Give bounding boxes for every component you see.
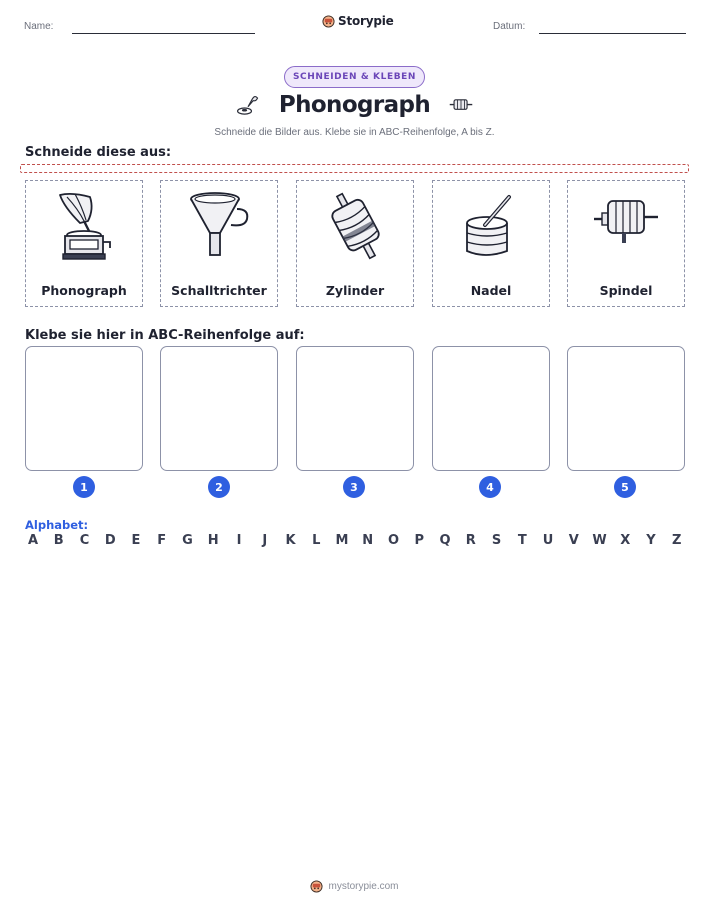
title-row (0, 92, 709, 118)
number-badge-3: 3 (343, 476, 365, 498)
alphabet-letter: E (131, 533, 141, 548)
cut-card-nadel[interactable] (432, 180, 550, 307)
alphabet-letter: V (568, 533, 579, 548)
spindle-icon (592, 189, 662, 263)
instructions: Schneide die Bilder aus. Klebe sie in ABC-Reihenfolge, A bis Z. (214, 127, 495, 138)
name-label: Name: (24, 21, 54, 32)
alphabet-letter: H (207, 533, 219, 548)
paste-box-5[interactable] (567, 346, 685, 471)
phonograph-small-icon (235, 92, 261, 118)
footer-link[interactable]: mystorypie.com (328, 881, 399, 892)
number-badge-4: 4 (479, 476, 501, 498)
alphabet-letter: C (79, 533, 90, 548)
storypie-mascot-icon (322, 15, 335, 28)
alphabet-row (25, 533, 685, 548)
name-line[interactable] (72, 33, 255, 34)
alphabet-letter: R (465, 533, 476, 548)
alphabet-letter: A (27, 533, 39, 548)
card-label: Nadel (470, 283, 512, 298)
alphabet-letter: K (285, 533, 296, 548)
number-badge-1: 1 (73, 476, 95, 498)
cut-section-title: Schneide diese aus: (25, 145, 172, 160)
alphabet-title: Alphabet: (25, 518, 89, 532)
alphabet-letter: X (620, 533, 631, 548)
alphabet-letter: G (182, 533, 193, 548)
cut-card-zylinder[interactable] (296, 180, 414, 307)
alphabet-letter: M (335, 533, 349, 548)
alphabet-letter: I (236, 533, 242, 548)
alphabet-letter: W (592, 533, 607, 548)
alphabet-letter: S (491, 533, 502, 548)
brand-name: Storypie (338, 14, 394, 28)
footer (0, 880, 709, 893)
activity-badge: SCHNEIDEN & KLEBEN (284, 66, 425, 88)
card-label: Zylinder (325, 283, 385, 298)
number-badge-2: 2 (208, 476, 230, 498)
alphabet-letter: F (157, 533, 167, 548)
alphabet-letter: J (262, 533, 268, 548)
brand-logo (322, 14, 394, 28)
alphabet-letter: Y (646, 533, 656, 548)
page-title: Phonograph (278, 92, 431, 118)
paste-box-4[interactable] (432, 346, 550, 471)
card-label: Phonograph (41, 283, 127, 298)
alphabet-letter: Z (672, 533, 682, 548)
cut-line (20, 164, 689, 173)
cylinder-icon (321, 189, 391, 263)
alphabet-letter: L (312, 533, 321, 548)
spindle-small-icon (448, 92, 474, 118)
alphabet-letter: D (104, 533, 116, 548)
cut-card-schalltrichter[interactable] (160, 180, 278, 307)
alphabet-letter: P (414, 533, 425, 548)
cut-card-spindel[interactable] (567, 180, 685, 307)
alphabet-letter: T (517, 533, 527, 548)
alphabet-letter: N (362, 533, 374, 548)
phonograph-icon (50, 189, 120, 263)
alphabet-letter: B (53, 533, 64, 548)
alphabet-letter: O (387, 533, 400, 548)
funnel-icon (185, 189, 255, 263)
number-badge-5: 5 (614, 476, 636, 498)
card-label: Spindel (599, 283, 653, 298)
alphabet-letter: Q (439, 533, 451, 548)
paste-box-2[interactable] (160, 346, 278, 471)
cut-card-phonograph[interactable] (25, 180, 143, 307)
date-label: Datum: (493, 21, 526, 32)
paste-box-1[interactable] (25, 346, 143, 471)
needle-icon (457, 189, 527, 263)
paste-box-3[interactable] (296, 346, 414, 471)
alphabet-letter: U (542, 533, 554, 548)
paste-section-title: Klebe sie hier in ABC-Reihenfolge auf: (25, 328, 305, 343)
storypie-mascot-icon (310, 880, 323, 893)
card-label: Schalltrichter (171, 283, 267, 298)
date-line[interactable] (539, 33, 686, 34)
